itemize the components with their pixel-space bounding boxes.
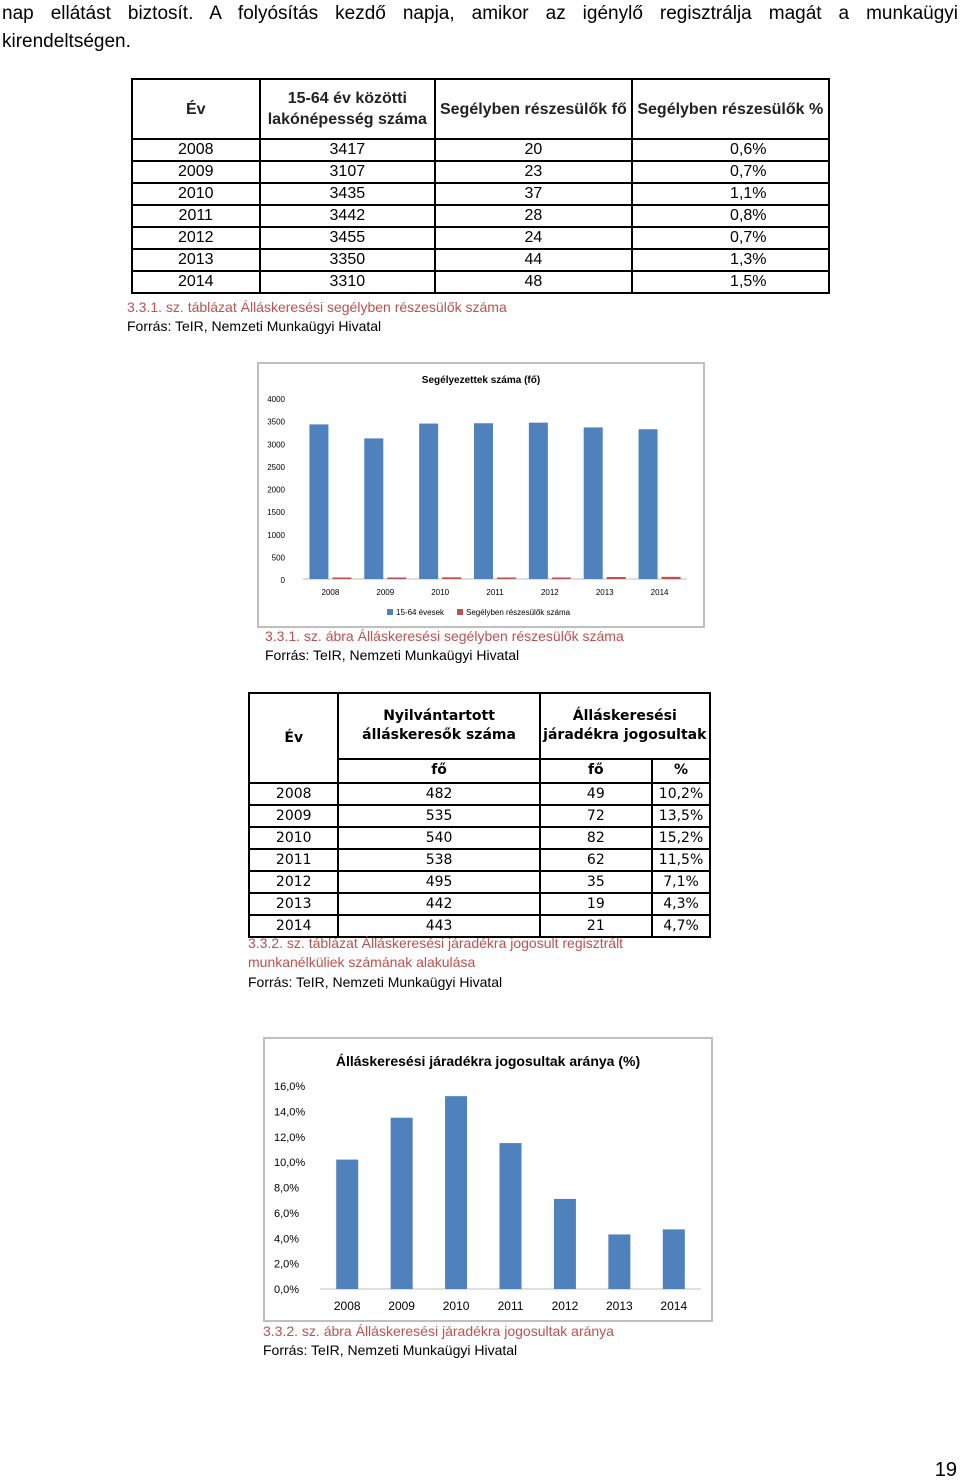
cell: 2009 <box>249 805 338 827</box>
x-tick-label: 2014 <box>650 588 669 597</box>
cell: 2013 <box>249 893 338 915</box>
legend-swatch <box>387 609 393 615</box>
cell: 13,5% <box>652 805 710 827</box>
cell: 15,2% <box>652 827 710 849</box>
cell: 4,3% <box>652 893 710 915</box>
bar-primary <box>474 423 493 579</box>
y-tick-label: 16,0% <box>274 1081 306 1093</box>
y-tick-label: 3000 <box>267 440 285 450</box>
cell: 4,7% <box>652 915 710 937</box>
figure2-caption: 3.3.2. sz. ábra Álláskeresési járadékra jogosultak aránya <box>263 1323 614 1339</box>
x-tick-label: 2010 <box>442 1299 470 1313</box>
intro-line-1: nap ellátást biztosít. A folyósítás kezdő napja, amikor az igénylő regisztrálja magát a munkaügyi <box>2 3 958 24</box>
subheader-count: fő <box>338 759 539 783</box>
cell: 3107 <box>260 161 436 183</box>
cell: 2010 <box>249 827 338 849</box>
legend-label: 15-64 évesek <box>396 608 445 617</box>
header-year: Év <box>249 693 338 783</box>
y-tick-label: 1000 <box>267 530 285 540</box>
cell: 1,1% <box>632 183 829 205</box>
cell: 0,7% <box>632 227 829 249</box>
cell: 1,5% <box>632 271 829 293</box>
cell: 21 <box>540 915 652 937</box>
bar-secondary <box>332 578 351 580</box>
table-header-row <box>132 79 829 139</box>
chart-assistance-recipients <box>257 362 705 628</box>
cell: 37 <box>435 183 631 205</box>
y-tick-label: 4000 <box>267 395 285 404</box>
cell: 35 <box>540 871 652 893</box>
cell: 2012 <box>249 871 338 893</box>
x-tick-label: 2013 <box>595 588 614 597</box>
cell: 28 <box>435 205 631 227</box>
table1-source: Forrás: TeIR, Nemzeti Munkaügyi Hivatal <box>127 318 382 334</box>
x-tick-label: 2014 <box>660 1299 688 1313</box>
cell: 495 <box>338 871 539 893</box>
cell: 540 <box>338 827 539 849</box>
legend-label: Segélyben részesülők száma <box>466 608 571 617</box>
x-tick-label: 2012 <box>540 588 559 597</box>
cell: 11,5% <box>652 849 710 871</box>
table-row <box>249 849 710 871</box>
chart2-svg <box>265 1039 711 1320</box>
cell: 49 <box>540 783 652 805</box>
y-tick-label: 2000 <box>267 485 285 495</box>
y-tick-label: 14,0% <box>274 1106 306 1119</box>
y-tick-label: 0,0% <box>274 1284 300 1296</box>
cell: 3435 <box>260 183 436 205</box>
chart1-svg <box>259 364 703 626</box>
intro-paragraph <box>2 0 958 56</box>
x-tick-label: 2009 <box>376 588 395 597</box>
table-assistance-recipients <box>131 78 830 294</box>
cell: 3442 <box>260 205 436 227</box>
table2-source: Forrás: TeIR, Nemzeti Munkaügyi Hivatal <box>248 974 503 990</box>
bar-primary <box>584 427 603 579</box>
table2-caption-text: 3.3.2. sz. táblázat Álláskeresési járadékra jogosult regisztrált munkanélküliek számának alakulása <box>248 935 624 970</box>
cell: 23 <box>435 161 631 183</box>
table-row <box>249 827 710 849</box>
x-tick-label: 2009 <box>388 1299 415 1313</box>
cell: 10,2% <box>652 783 710 805</box>
bar-primary <box>500 1143 522 1289</box>
cell: 482 <box>338 783 539 805</box>
cell: 2010 <box>132 183 260 205</box>
x-tick-label: 2012 <box>551 1299 579 1313</box>
y-tick-label: 12,0% <box>274 1131 306 1144</box>
cell: 1,3% <box>632 249 829 271</box>
cell: 62 <box>540 849 652 871</box>
cell: 2013 <box>132 249 260 271</box>
y-tick-label: 1500 <box>267 508 285 518</box>
subheader-percent: % <box>652 759 710 783</box>
table-row <box>249 783 710 805</box>
x-tick-label: 2011 <box>497 1299 524 1313</box>
cell: 2008 <box>249 783 338 805</box>
table-row <box>132 271 829 293</box>
bar-secondary <box>387 578 406 580</box>
table2-caption <box>248 934 648 972</box>
cell: 2011 <box>132 205 260 227</box>
header-registered-jobseekers: Nyilvántartott álláskeresők száma <box>338 693 539 759</box>
cell: 0,8% <box>632 205 829 227</box>
bar-primary <box>663 1229 685 1289</box>
cell: 538 <box>338 849 539 871</box>
cell: 0,7% <box>632 161 829 183</box>
bar-secondary <box>607 577 626 579</box>
cell: 2009 <box>132 161 260 183</box>
cell: 443 <box>338 915 539 937</box>
table-row <box>249 805 710 827</box>
bar-secondary <box>442 577 461 579</box>
table-jobseeker-benefits <box>248 692 711 938</box>
cell: 2014 <box>132 271 260 293</box>
table-row <box>132 183 829 205</box>
table-row <box>249 871 710 893</box>
y-tick-label: 2,0% <box>274 1258 300 1271</box>
cell: 19 <box>540 893 652 915</box>
bar-primary <box>391 1118 413 1289</box>
intro-line-2: kirendeltségen. <box>2 31 131 52</box>
table-row <box>132 139 829 161</box>
figure2-source: Forrás: TeIR, Nemzeti Munkaügyi Hivatal <box>263 1342 518 1358</box>
y-tick-label: 4,0% <box>274 1233 300 1246</box>
table-row <box>132 227 829 249</box>
x-tick-label: 2008 <box>333 1299 361 1313</box>
cell: 0,6% <box>632 139 829 161</box>
table-row <box>132 249 829 271</box>
page-number: 19 <box>934 1459 957 1481</box>
y-tick-label: 6,0% <box>274 1207 300 1220</box>
cell: 2012 <box>132 227 260 249</box>
cell: 3310 <box>260 271 436 293</box>
y-tick-label: 10,0% <box>274 1157 306 1170</box>
table-row <box>132 161 829 183</box>
header-recipients-count: Segélyben részesülők fő <box>435 79 631 139</box>
x-tick-label: 2013 <box>606 1299 633 1313</box>
cell: 3350 <box>260 249 436 271</box>
cell: 7,1% <box>652 871 710 893</box>
header-benefit-eligible: Álláskeresési járadékra jogosultak <box>540 693 710 759</box>
cell: 2011 <box>249 849 338 871</box>
figure1-caption: 3.3.1. sz. ábra Álláskeresési segélyben részesülők száma <box>265 628 624 644</box>
chart-benefit-ratio <box>263 1037 713 1322</box>
bar-secondary <box>552 578 571 580</box>
table-row <box>132 205 829 227</box>
bar-primary <box>608 1234 630 1289</box>
cell: 2008 <box>132 139 260 161</box>
cell: 82 <box>540 827 652 849</box>
cell: 72 <box>540 805 652 827</box>
table1-caption: 3.3.1. sz. táblázat Álláskeresési segélyben részesülők száma <box>127 299 507 315</box>
bar-primary <box>309 424 328 579</box>
subheader-count: fő <box>540 759 652 783</box>
x-tick-label: 2010 <box>431 588 450 597</box>
x-tick-label: 2011 <box>486 588 504 597</box>
x-tick-label: 2008 <box>321 588 340 597</box>
y-tick-label: 3500 <box>267 417 285 427</box>
bar-primary <box>364 438 383 579</box>
cell: 442 <box>338 893 539 915</box>
cell: 535 <box>338 805 539 827</box>
bar-secondary <box>662 577 681 579</box>
legend-swatch <box>457 609 463 615</box>
figure1-source: Forrás: TeIR, Nemzeti Munkaügyi Hivatal <box>265 647 520 663</box>
cell: 24 <box>435 227 631 249</box>
header-recipients-percent: Segélyben részesülők % <box>632 79 829 139</box>
cell: 3417 <box>260 139 436 161</box>
bar-primary <box>554 1199 576 1289</box>
header-population: 15-64 év közötti lakónépesség száma <box>260 79 436 139</box>
cell: 44 <box>435 249 631 271</box>
bar-primary <box>445 1096 467 1289</box>
table-row <box>249 893 710 915</box>
cell: 48 <box>435 271 631 293</box>
header-year: Év <box>132 79 260 139</box>
bar-primary <box>639 429 658 579</box>
bar-primary <box>336 1160 358 1289</box>
bar-secondary <box>497 578 516 580</box>
table-header-row <box>249 693 710 759</box>
cell: 2014 <box>249 915 338 937</box>
y-tick-label: 8,0% <box>274 1182 300 1195</box>
y-tick-label: 500 <box>271 553 285 563</box>
cell: 3455 <box>260 227 436 249</box>
cell: 20 <box>435 139 631 161</box>
y-tick-label: 0 <box>280 576 285 585</box>
chart-title: Segélyezettek száma (fő) <box>421 375 541 386</box>
bar-primary <box>419 424 438 579</box>
bar-primary <box>529 423 548 579</box>
y-tick-label: 2500 <box>267 462 285 472</box>
chart-title: Álláskeresési járadékra jogosultak aránya (%) <box>335 1053 641 1069</box>
